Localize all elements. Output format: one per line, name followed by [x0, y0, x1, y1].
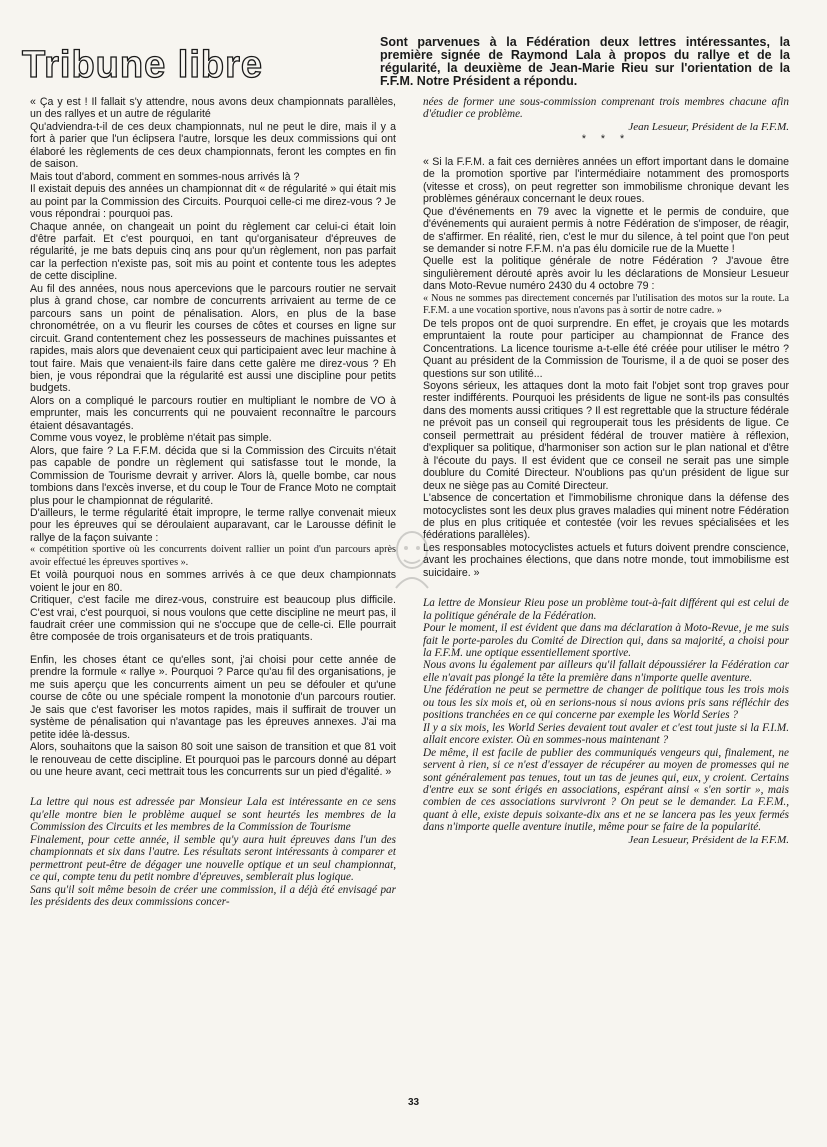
moto-revue-quote: « Nous ne sommes pas directement concernés par l'utilisation des motos sur la route. La F.F.M. a une vocation sportive, nous n'avons pas à sortir de notre cadre. » [423, 292, 789, 317]
section-separator: * * * [581, 133, 631, 146]
paragraph: De tels propos ont de quoi surprendre. En effet, je croyais que les motards empruntaient la route pour participer au championnat de France des Concentrations. La licence tourisme a-t-elle été créée pour utiliser le métro ? Quant au président de la Commission de Tourisme, il a de quoi se poser des questions sur son utilité... [423, 317, 789, 380]
left-column [30, 96, 396, 1096]
paragraph: Mais tout d'abord, comment en sommes-nous arrivés là ? [30, 170, 300, 183]
paragraph: Critiquer, c'est facile me direz-vous, construire est beaucoup plus difficile. C'est vrai, c'est pourquoi, si nous voulons que cette discipline ne meurt pas, il faudrait créer une commission qui ne s'occupe que de celle-ci. Elle pourrait être composée de trois organisateurs et de trois pratiquants. [30, 594, 396, 644]
reply-paragraph: nées de former une sous-commission comprenant trois membres chacune afin d'étudier ce problème. [423, 96, 789, 121]
paragraph: « Si la F.F.M. a fait ces dernières années un effort important dans le domaine de la promotion sportive par l'intermédiaire notamment des promosports (vitesse et cross), on peut regretter son immobilisme chronique devant les problèmes généraux concernant le deux roues. [423, 155, 789, 206]
reply-paragraph: Il y a six mois, les World Series devaient tout avaler et c'est tout juste si la F.I.M. allait encore exister. Où en sommes-nous maintenant ? [423, 721, 789, 747]
page-number: 33 [407, 1097, 420, 1108]
paragraph: L'absence de concertation et l'immobilisme chronique dans la défense des motocyclistes sont les deux plus graves maladies qui minent notre Fédération de plus en plus critiquée et contestée (voir les revues spécialisées et les fédérations parallèles). [423, 492, 789, 542]
masthead-title: Tribune libre [22, 44, 264, 86]
signature: Jean Lesueur, Président de la F.F.M. [628, 833, 789, 846]
reply-paragraph: Pour le moment, il est évident que dans ma déclaration à Moto-Revue, je me suis fait le porte-paroles du Comité de Direction qui, dans sa majorité, a choisi pour la F.F.M. une optique essentiellement sportive. [423, 622, 789, 660]
reply-paragraph: Sans qu'il soit même besoin de créer une commission, il a déjà été envisagé par les présidents des deux commissions concer- [30, 883, 396, 909]
reply-paragraph: La lettre de Monsieur Rieu pose un problème tout-à-fait différent qui est celui de la politique générale de la Fédération. [423, 597, 789, 622]
reply-paragraph: Nous avons lu également par ailleurs qu'il fallait dépoussiérer la Fédération car elle n'avait pas plongé la tête la première dans n'importe quelle aventure. [423, 659, 789, 684]
paragraph: Quelle est la politique générale de notre Fédération ? J'avoue être singulièrement dérouté après avoir lu les déclarations de Monsieur Lesueur dans Moto-Revue numéro 2430 du 4 octobre 79 : [423, 255, 789, 293]
paragraph: D'ailleurs, le terme régularité était impropre, le terme rallye convenait mieux pour les épreuves qui se déroulaient auparavant, car le Larousse définit le rallye de la façon suivante : [30, 506, 396, 544]
reply-paragraph: De même, il est facile de publier des communiqués vengeurs qui, finalement, ne servent à rien, si ce n'est d'essayer de récupérer au moyen de promesses qui ne sont généralement pas tenues, tout un tas de jeunes qui, eux, y croient. Certains d'entre eux se sont érigés en associations, espérant ainsi « s'en sortir », mais combien de ces associations survivront ? On peut se le demander. La F.F.M., quant à elle, existe depuis soixante-dix ans et ne se lancera pas les yeux fermés dans n'importe quelle aventure inutile, même pour se faire de la popularité. [423, 746, 789, 834]
paragraph: Alors, souhaitons que la saison 80 soit une saison de transition et que 81 voit le renouveau de cette discipline. Et pourquoi pas le parcours donné au départ ou une heure avant, ceci mettrait tous les concurrents sur un pied d'égalité. » [30, 741, 396, 779]
paragraph: Alors on a compliqué le parcours routier en multipliant le nombre de VO à emprunter, mais les concurrents qui ne pouvaient reconnaître le parcours étaient désavantagés. [30, 394, 396, 432]
paragraph: Soyons sérieux, les attaques dont la moto fait l'objet sont trop graves pour rester indifférents. Pourquoi les présidents de ligue ne sont-ils pas consultés dans des moments aussi critiques ? Il est regrettable que la structure fédérale ne prévoit pas un conseil qui regrouperait tous les présidents de ligue. Ce conseil permettrait au président fédéral de trouver matière à réflexion, d'expliquer sa politique, d'harmoniser son action sur le plan national et d'être à l'écoute du pays. Il est évident que ce conseil ne serait pas une simple doublure du Comité Directeur. N'oublions pas qu'un président de ligue sur deux ne siège pas au Comité Directeur. [423, 379, 789, 492]
intro-paragraph: Sont parvenues à la Fédération deux lettres intéressantes, la première signée de Raymond Lala à propos du rallye et de la régularité, la deuxième de Jean-Marie Rieu sur l'orientation de la F.F.M. Notre Président a répondu. [380, 35, 790, 88]
paragraph: Alors, que faire ? La F.F.M. décida que si la Commission des Circuits n'était pas capable de pondre un règlement qui satisfasse tout le monde, la Commission de Tourisme devrait y arriver. Alors là, quelle bombe, car nous tombions dans l'excès inverse, et du coup le Tour de France Moto ne comptait plus pour le championnat de régularité. [30, 444, 396, 507]
right-column [423, 96, 789, 1096]
larousse-quote: « compétition sportive où les concurrents doivent rallier un point d'un parcours après avoir effectué les épreuves sportives ». [30, 544, 396, 568]
paragraph: Qu'adviendra-t-il de ces deux championnats, nul ne peut le dire, mais il y a fort à parier que l'un éclipsera l'autre, lorsque les deux commissions qui ont élaboré les règlements de ces deux championnats, feront les comptes en fin de saison. [30, 120, 396, 171]
paragraph: Les responsables motocyclistes actuels et futurs doivent prendre conscience, avant les prochaines élections, que dans notre monde, tout immobilisme est suicidaire. » [423, 541, 789, 579]
paragraph: Comme vous voyez, le problème n'était pas simple. [30, 432, 272, 445]
paragraph: Au fil des années, nous nous apercevions que le parcours routier ne servait plus à grand chose, car nombre de concurrents arrivaient au terme de ce parcours sans un point de pénalisation. Alors, en plus de la base chronométrée, on a vu fleurir les courses de côtes et courses en ligne sur circuit. Grand contentement chez les possesseurs de machines puissantes et rapides, mais alors que devenaient ceux qui participaient avec leur machine à tout faire. Mais que venaient-ils faire dans cette galère me direz-vous ? Eh bien, je vous répondrai que la régularité est aussi une discipline pour petits budgets. [30, 282, 396, 395]
paragraph: Que d'événements en 79 avec la vignette et le permis de conduire, que d'événements qui auraient permis à notre Fédération de s'imposer, de réagir, de s'affirmer. En réalité, rien, c'est le mur du silence, à tel point que l'on peut se demander si notre F.F.M. n'a pas élu domicile rue de la Muette ! [423, 205, 789, 255]
paragraph: « Ça y est ! Il fallait s'y attendre, nous avons deux championnats parallèles, un des rallyes et un autre de régularité [30, 96, 396, 121]
paragraph: Chaque année, on changeait un point du règlement car celui-ci était loin d'être parfait. Et c'est pourquoi, en tant qu'organisateur d'épreuves de régularité, je me bats depuis cinq ans pour qu'un règlement, non pas parfait car la perfection n'existe pas, soit mis au point et contente tous les adeptes de cette discipline. [30, 220, 396, 283]
reply-paragraph: Finalement, pour cette année, il semble qu'y aura huit épreuves dans l'un des championnats et six dans l'autre. Les résultats seront intéressants à comparer et permettront peut-être de dégager une nouvelle optique et un seul championnat, ce qui, compte tenu du petit nombre d'épreuves, semblerait plus logique. [30, 833, 396, 884]
paragraph: Enfin, les choses étant ce qu'elles sont, j'ai choisi pour cette année de prendre la formule « rallye ». Pourquoi ? Parce qu'au fil des organisations, je me suis aperçu que les concurrents aiment un peu se défouler et qu'une course de côte ou une spéciale rompent la monotonie d'un parcours routier. Je sais que c'est favoriser les motos rapides, mais il suffirait de trouver un système de pénalisation qui n'avantage pas les épreuves annexes. J'ai ma petite idée là-dessus. [30, 653, 396, 741]
reply-paragraph: Une fédération ne peut se permettre de changer de politique tous les trois mois ou tous les six mois et, où en serions-nous si nous avions pris sans réfléchir des positions tranchées en ce qui concerne par exemple les World Series ? [423, 684, 789, 722]
signature: Jean Lesueur, Président de la F.F.M. [628, 120, 789, 133]
paragraph: Il existait depuis des années un championnat dit « de régularité » qui était mis au point par la Commission des Circuits. Pourquoi celle-ci me direz-vous ? Je vous répondrai : pourquoi pas. [30, 183, 396, 221]
paragraph: Et voilà pourquoi nous en sommes arrivés à ce que deux championnats voient le jour en 80. [30, 569, 396, 594]
reply-paragraph: La lettre qui nous est adressée par Monsieur Lala est intéressante en ce sens qu'elle montre bien le problème auquel se sont heurtés les membres de la Commission des Circuits et les membres de la Commission de Tourisme [30, 796, 396, 834]
